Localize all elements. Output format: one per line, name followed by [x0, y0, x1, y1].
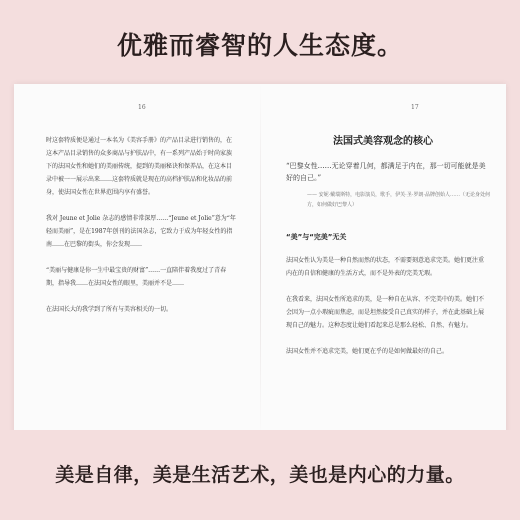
- top-caption: 优雅而睿智的人生态度。: [116, 31, 403, 60]
- open-book-spread: [14, 84, 506, 439]
- chapter-title: 法国式美容观念的核心: [333, 136, 433, 147]
- right-page-body: 法国女性认为美是一种自然而然的状态，不需要刻意追求完美。她们更注重内在的自信和健康的生活方式，而不是外表的完美无瑕。 在我看来，法国女性所追求的美，是一种自在从容、不完美中的美。她们不会因为一点小瑕疵而焦虑，而是坦然接受自己真实的样子，并在此基础上展现自己的魅力。这种态度让她们看起来总是那么轻松、自然、有魅力。 法国女性并不追求完美，她们更在乎的是如何做最好的自己。: [286, 257, 485, 355]
- left-page-number: 16: [138, 104, 146, 111]
- bottom-caption: 美是自律，美是生活艺术，美也是内心的力量。: [55, 464, 465, 486]
- section-heading: “美”与“完美”无关: [286, 233, 347, 241]
- right-page-number: 17: [411, 104, 419, 111]
- right-page: [261, 84, 506, 439]
- epigraph-attribution: —— 安妮·戴瑞斯特，电影演员，歌手，伊芙·圣·罗朗·品牌创始人……（无论身处何方，如何做好巴黎人）: [307, 192, 490, 208]
- left-page: [14, 84, 260, 439]
- epigraph-quote: “巴黎女性……无论穿着几何，都满足于内在，那一切可能就是美好的自己。”: [286, 162, 486, 182]
- left-page-body: 时这套特质便是通过一本名为《美容手册》的产品目录进行销售的，在这本产品目录销售的众多商品与护肤品中，有一系列产品始于时尚家族下的法国女性和她们的美丽传统，提到的美丽秘诀和保养品，在这本目录中被一一展示出来……这套特质就是现在的高档护肤品和化妆品的前身，使法国女性在世界范围内享有盛誉。 我对 Jeune et Jolie 杂志的感情非常深厚……“Jeune et Jolie”意为“年轻而美丽”，是在1987年创刊的法国杂志，它致力于成为年轻女性的指南……在巴黎的街头，你会发现…… “美丽与健康是你一生中最宝贵的财富”……一直陪伴着我度过了青春期，指导我……在法国女性的眼里，美丽并不是…… 在法国长大的我学到了所有与美容相关的一切。: [46, 137, 236, 313]
